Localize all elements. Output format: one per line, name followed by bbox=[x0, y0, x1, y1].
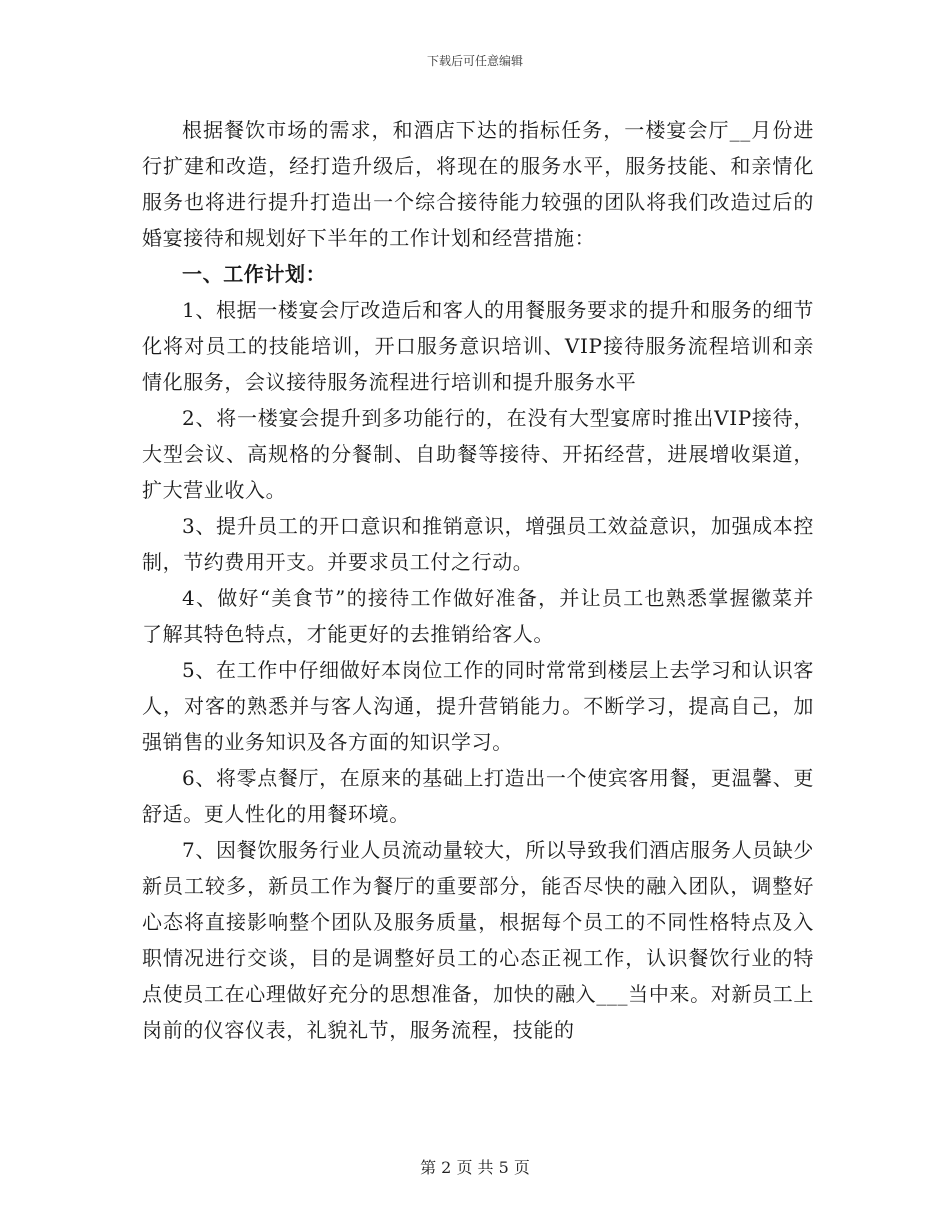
plan-item-7: 7、因餐饮服务行业人员流动量较大，所以导致我们酒店服务人员缺少新员工较多，新员工作为餐厅的重要部分，能否尽快的融入团队，调整好心态将直接影响整个团队及服务质量，根据每个员工的不同性格特点及入职情况进行交谈，目的是调整好员工的心态正视工作，认识餐饮行业的特点使员工在心理做好充分的思想准备，加快的融入___当中来。对新员工上岗前的仪容仪表，礼貌礼节，服务流程，技能的 bbox=[142, 838, 814, 1042]
plan-item-1: 1、根据一楼宴会厅改造后和客人的用餐服务要求的提升和服务的细节化将对员工的技能培训，开口服务意识培训、VIP接待服务流程培训和亲情化服务，会议接待服务流程进行培训和提升服务水平 bbox=[142, 298, 814, 394]
plan-item-3: 3、提升员工的开口意识和推销意识，增强员工效益意识，加强成本控制，节约费用开支。并要求员工付之行动。 bbox=[142, 514, 814, 574]
page-number: 第 2 页 共 5 页 bbox=[420, 1158, 530, 1177]
page-header-note: 下载后可任意编辑 bbox=[426, 54, 523, 68]
section-heading: 一、工作计划： bbox=[182, 262, 327, 286]
document-body bbox=[142, 112, 814, 1048]
intro-paragraph: 根据餐饮市场的需求，和酒店下达的指标任务，一楼宴会厅__月份进行扩建和改造，经打造升级后，将现在的服务水平，服务技能、和亲情化服务也将进行提升打造出一个综合接待能力较强的团队将我们改造过后的婚宴接待和规划好下半年的工作计划和经营措施： bbox=[142, 118, 814, 250]
plan-item-6: 6、将零点餐厅，在原来的基础上打造出一个使宾客用餐，更温馨、更舒适。更人性化的用餐环境。 bbox=[142, 766, 814, 826]
plan-item-5: 5、在工作中仔细做好本岗位工作的同时常常到楼层上去学习和认识客人，对客的熟悉并与客人沟通，提升营销能力。不断学习，提高自己，加强销售的业务知识及各方面的知识学习。 bbox=[142, 658, 814, 754]
plan-item-2: 2、将一楼宴会提升到多功能行的，在没有大型宴席时推出VIP接待，大型会议、高规格的分餐制、自助餐等接待、开拓经营，进展增收渠道，扩大营业收入。 bbox=[142, 406, 814, 502]
plan-item-4: 4、做好“美食节”的接待工作做好准备，并让员工也熟悉掌握徽菜并了解其特色特点，才能更好的去推销给客人。 bbox=[142, 586, 814, 646]
